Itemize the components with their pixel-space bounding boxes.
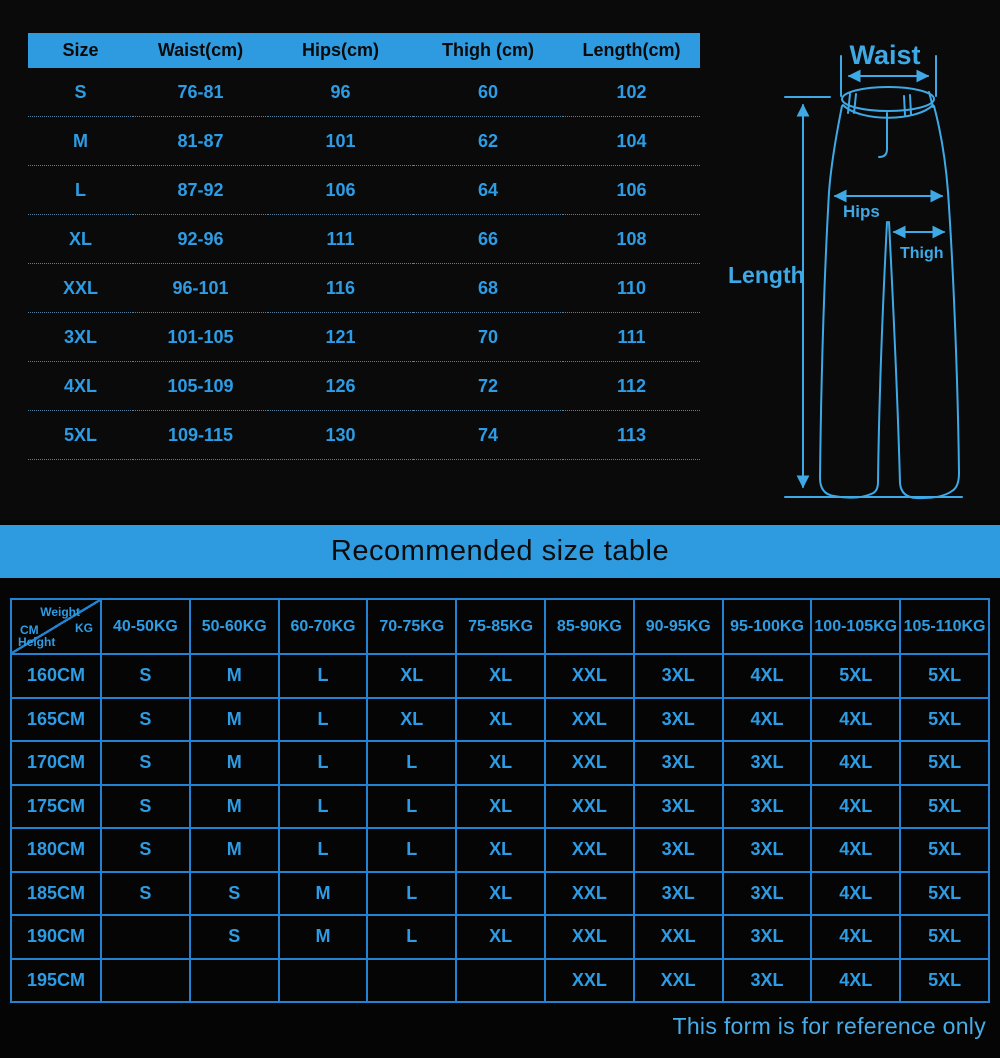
reco-size-cell: S <box>101 872 190 916</box>
reco-size-cell: M <box>190 828 279 872</box>
banner-title: Recommended size table <box>330 535 670 567</box>
reco-size-cell: 5XL <box>900 915 989 959</box>
reco-size-cell: 3XL <box>723 872 812 916</box>
thigh-cell: 66 <box>413 215 563 264</box>
height-cell: 175CM <box>11 785 101 829</box>
reco-size-cell: S <box>190 872 279 916</box>
height-cell: 195CM <box>11 959 101 1003</box>
reco-size-cell <box>101 959 190 1003</box>
hips-cell: 130 <box>268 411 413 460</box>
reco-size-cell: 3XL <box>634 785 723 829</box>
length-cell: 102 <box>563 68 700 117</box>
recommended-size-banner <box>0 525 1000 578</box>
reco-size-cell <box>456 959 545 1003</box>
hip-seam-right <box>934 106 948 192</box>
reco-size-cell: 3XL <box>723 915 812 959</box>
size-cell: 4XL <box>28 362 133 411</box>
thigh-label: Thigh <box>900 245 944 262</box>
corner-cm-label: CM <box>20 623 39 637</box>
reco-size-cell: 5XL <box>900 872 989 916</box>
corner-height-label: Height <box>18 635 56 649</box>
size-cell: M <box>28 117 133 166</box>
size-table-header-row <box>28 33 700 68</box>
size-table-column-header: Hips(cm) <box>268 33 413 68</box>
height-cell: 180CM <box>11 828 101 872</box>
weight-range-header: 75-85KG <box>456 599 545 654</box>
waist-cell: 96-101 <box>133 264 268 313</box>
length-cell: 108 <box>563 215 700 264</box>
thigh-cell: 70 <box>413 313 563 362</box>
pants-measurement-diagram <box>700 0 1000 520</box>
reco-size-cell: S <box>101 785 190 829</box>
reco-size-cell: 5XL <box>900 741 989 785</box>
reco-size-cell: 5XL <box>900 654 989 698</box>
reco-size-cell: 5XL <box>900 959 989 1003</box>
waist-cell: 101-105 <box>133 313 268 362</box>
reco-size-cell: L <box>279 654 368 698</box>
reco-size-cell: XXL <box>545 872 634 916</box>
size-cell: 5XL <box>28 411 133 460</box>
reco-size-cell: 4XL <box>811 698 900 742</box>
thigh-cell: 72 <box>413 362 563 411</box>
hips-cell: 116 <box>268 264 413 313</box>
reco-size-cell: M <box>279 915 368 959</box>
size-table-column-header: Size <box>28 33 133 68</box>
hip-seam-left <box>829 106 842 192</box>
height-cell: 160CM <box>11 654 101 698</box>
reco-size-cell: 3XL <box>723 828 812 872</box>
thigh-cell: 60 <box>413 68 563 117</box>
corner-kg-label: KG <box>75 621 93 635</box>
reco-size-cell: XL <box>456 872 545 916</box>
waist-cell: 105-109 <box>133 362 268 411</box>
size-table-row <box>28 215 700 264</box>
waist-cell: 109-115 <box>133 411 268 460</box>
reco-size-cell: 5XL <box>900 698 989 742</box>
waist-cell: 87-92 <box>133 166 268 215</box>
reco-size-cell: XL <box>456 915 545 959</box>
reco-size-cell: XL <box>367 654 456 698</box>
waist-cell: 81-87 <box>133 117 268 166</box>
reco-size-cell: XXL <box>545 785 634 829</box>
hips-cell: 106 <box>268 166 413 215</box>
left-leg-outline <box>820 192 887 498</box>
size-table-row <box>28 362 700 411</box>
reco-table-body <box>11 654 989 1002</box>
weight-range-header: 85-90KG <box>545 599 634 654</box>
corner-weight-label: Weight <box>40 605 80 619</box>
hips-cell: 126 <box>268 362 413 411</box>
reco-size-cell: 3XL <box>723 785 812 829</box>
reco-size-cell: L <box>367 828 456 872</box>
hips-cell: 121 <box>268 313 413 362</box>
recommended-size-table <box>10 598 990 1003</box>
weight-range-header: 105-110KG <box>900 599 989 654</box>
reco-table-row <box>11 915 989 959</box>
reco-size-cell: S <box>101 698 190 742</box>
height-cell: 185CM <box>11 872 101 916</box>
length-cell: 113 <box>563 411 700 460</box>
size-cell: XL <box>28 215 133 264</box>
belt-loop <box>904 95 911 115</box>
reco-table-row <box>11 741 989 785</box>
weight-range-header: 50-60KG <box>190 599 279 654</box>
reco-table-row <box>11 872 989 916</box>
size-cell: S <box>28 68 133 117</box>
reco-size-cell <box>101 915 190 959</box>
reco-size-cell: 4XL <box>811 741 900 785</box>
size-table-column-header: Waist(cm) <box>133 33 268 68</box>
size-table-column-header: Length(cm) <box>563 33 700 68</box>
reco-size-cell: XXL <box>545 654 634 698</box>
size-measurements-table <box>28 33 700 460</box>
length-cell: 104 <box>563 117 700 166</box>
reco-size-cell: XL <box>456 698 545 742</box>
waist-cell: 92-96 <box>133 215 268 264</box>
height-cell: 170CM <box>11 741 101 785</box>
reco-size-cell: XL <box>456 828 545 872</box>
measurement-section <box>0 0 1000 520</box>
reco-size-cell: XXL <box>634 959 723 1003</box>
reco-size-cell: L <box>279 828 368 872</box>
fly-line <box>879 113 887 157</box>
size-table-row <box>28 68 700 117</box>
pants-diagram-svg <box>700 0 1000 520</box>
reco-size-cell: L <box>279 741 368 785</box>
size-cell: XXL <box>28 264 133 313</box>
reco-size-cell: 5XL <box>900 785 989 829</box>
reco-size-cell: 3XL <box>634 828 723 872</box>
reco-size-cell: L <box>279 698 368 742</box>
weight-range-header: 40-50KG <box>101 599 190 654</box>
size-table-row <box>28 264 700 313</box>
reco-size-cell: L <box>367 741 456 785</box>
reco-size-cell: S <box>101 741 190 785</box>
size-cell: L <box>28 166 133 215</box>
reco-size-cell: XXL <box>545 698 634 742</box>
size-table-row <box>28 166 700 215</box>
reco-size-cell: 4XL <box>811 872 900 916</box>
height-cell: 190CM <box>11 915 101 959</box>
reco-size-cell <box>367 959 456 1003</box>
size-table-body <box>28 68 700 460</box>
reco-table-row <box>11 785 989 829</box>
reco-size-cell: L <box>367 785 456 829</box>
weight-range-header: 100-105KG <box>811 599 900 654</box>
size-table-row <box>28 411 700 460</box>
reco-size-cell: 3XL <box>634 741 723 785</box>
reco-size-cell: XXL <box>545 915 634 959</box>
thigh-cell: 64 <box>413 166 563 215</box>
reco-size-cell: XXL <box>545 741 634 785</box>
reco-size-cell: 5XL <box>900 828 989 872</box>
reco-size-cell: XL <box>456 654 545 698</box>
reco-size-cell: 4XL <box>811 959 900 1003</box>
reco-size-cell: 3XL <box>634 654 723 698</box>
weight-range-header: 90-95KG <box>634 599 723 654</box>
reco-size-cell: 3XL <box>634 698 723 742</box>
reco-size-cell <box>190 959 279 1003</box>
thigh-cell: 68 <box>413 264 563 313</box>
weight-range-header: 95-100KG <box>723 599 812 654</box>
reco-size-cell: XXL <box>545 828 634 872</box>
reco-size-cell: XL <box>367 698 456 742</box>
reco-size-cell: L <box>367 872 456 916</box>
reco-table-row <box>11 828 989 872</box>
thigh-cell: 62 <box>413 117 563 166</box>
reco-size-cell: S <box>101 828 190 872</box>
length-cell: 112 <box>563 362 700 411</box>
reco-size-cell: XXL <box>634 915 723 959</box>
weight-range-header: 60-70KG <box>279 599 368 654</box>
size-table-column-header: Thigh (cm) <box>413 33 563 68</box>
reco-size-cell: 4XL <box>811 785 900 829</box>
length-cell: 110 <box>563 264 700 313</box>
reco-size-cell: M <box>190 698 279 742</box>
reco-size-cell: XL <box>456 785 545 829</box>
corner-cell <box>11 599 101 654</box>
reco-size-cell: L <box>279 785 368 829</box>
reco-size-cell: XL <box>456 741 545 785</box>
reco-size-cell: XXL <box>545 959 634 1003</box>
reco-size-cell: 3XL <box>723 959 812 1003</box>
reco-size-cell <box>279 959 368 1003</box>
thigh-cell: 74 <box>413 411 563 460</box>
size-table-row <box>28 313 700 362</box>
reco-size-cell: 3XL <box>634 872 723 916</box>
reference-note: This form is for reference only <box>672 1013 986 1039</box>
hips-cell: 101 <box>268 117 413 166</box>
reco-table-row <box>11 654 989 698</box>
reco-size-cell: 3XL <box>723 741 812 785</box>
waist-cell: 76-81 <box>133 68 268 117</box>
hips-cell: 96 <box>268 68 413 117</box>
reco-size-cell: 4XL <box>811 915 900 959</box>
reco-size-cell: S <box>101 654 190 698</box>
reco-size-cell: S <box>190 915 279 959</box>
reco-table-header-row <box>11 599 989 654</box>
reco-size-cell: 4XL <box>723 698 812 742</box>
size-table-row <box>28 117 700 166</box>
reco-size-cell: 4XL <box>811 828 900 872</box>
hips-label: Hips <box>843 202 880 221</box>
reco-size-cell: 4XL <box>723 654 812 698</box>
reco-size-cell: 5XL <box>811 654 900 698</box>
length-cell: 106 <box>563 166 700 215</box>
right-leg-outline <box>889 192 959 498</box>
hips-cell: 111 <box>268 215 413 264</box>
size-cell: 3XL <box>28 313 133 362</box>
reco-size-cell: M <box>190 785 279 829</box>
length-cell: 111 <box>563 313 700 362</box>
reco-size-cell: M <box>279 872 368 916</box>
reco-table-row <box>11 959 989 1003</box>
weight-range-header: 70-75KG <box>367 599 456 654</box>
reco-table-row <box>11 698 989 742</box>
reco-size-cell: M <box>190 654 279 698</box>
height-cell: 165CM <box>11 698 101 742</box>
reco-size-cell: L <box>367 915 456 959</box>
waist-label: Waist <box>849 40 921 70</box>
reco-size-cell: M <box>190 741 279 785</box>
length-label: Length <box>728 262 805 288</box>
